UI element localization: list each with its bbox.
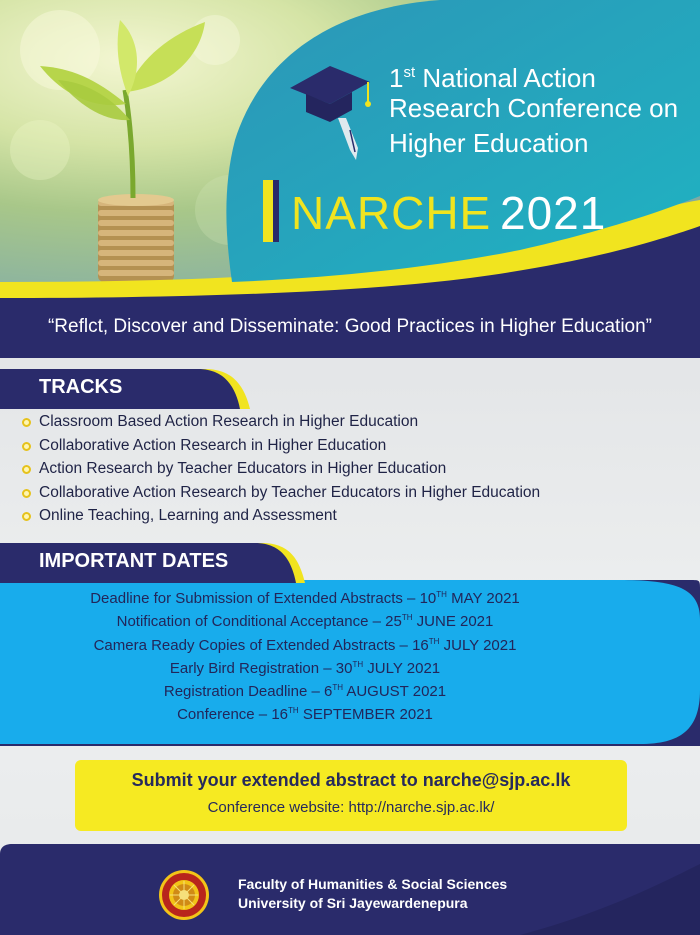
university-seal-logo bbox=[158, 869, 210, 921]
dates-heading: IMPORTANT DATES bbox=[39, 550, 229, 572]
submission-instruction: Submit your extended abstract to narche@sjp.ac.lk bbox=[131, 770, 571, 790]
tracks-list bbox=[22, 413, 540, 531]
conference-title-line1: 1st National Action bbox=[389, 63, 596, 93]
bullet-circle-icon bbox=[22, 465, 31, 474]
bullet-circle-icon bbox=[22, 442, 31, 451]
date-item: Camera Ready Copies of Extended Abstracts – 16TH JULY 2021 bbox=[93, 636, 517, 654]
university-name: University of Sri Jayewardenepura bbox=[238, 895, 468, 911]
track-item: Collaborative Action Research by Teacher Educators in Higher Education bbox=[22, 484, 540, 508]
narche-accent-bar bbox=[263, 180, 273, 242]
date-item: Deadline for Submission of Extended Abstracts – 10TH MAY 2021 bbox=[90, 590, 520, 607]
hero-title-panel bbox=[0, 0, 700, 300]
conference-title-line2: Research Conference on bbox=[389, 93, 679, 123]
tracks-heading: TRACKS bbox=[39, 376, 123, 398]
date-item: Early Bird Registration – 30TH JULY 2021 bbox=[169, 659, 441, 677]
track-item: Classroom Based Action Research in Higher Education bbox=[22, 413, 540, 437]
conference-title-line3: Higher Education bbox=[389, 128, 589, 158]
narche-wordmark: NARCHE bbox=[291, 187, 492, 239]
date-item: Registration Deadline – 6TH AUGUST 2021 bbox=[163, 683, 447, 701]
date-item: Notification of Conditional Acceptance – 25TH JUNE 2021 bbox=[116, 613, 494, 631]
track-item: Action Research by Teacher Educators in Higher Education bbox=[22, 460, 540, 484]
dates-list bbox=[0, 590, 610, 730]
bullet-circle-icon bbox=[22, 418, 31, 427]
narche-accent-bar-dark bbox=[273, 180, 279, 242]
narche-year: 2021 bbox=[500, 187, 607, 239]
bullet-circle-icon bbox=[22, 489, 31, 498]
bullet-circle-icon bbox=[22, 512, 31, 521]
faculty-name: Faculty of Humanities & Social Sciences bbox=[238, 876, 508, 892]
conference-theme: “Reflct, Discover and Disseminate: Good Practices in Higher Education” bbox=[47, 316, 653, 337]
track-item: Online Teaching, Learning and Assessment bbox=[22, 507, 540, 531]
date-item: Conference – 16TH SEPTEMBER 2021 bbox=[177, 706, 433, 724]
tracks-header-tab bbox=[0, 369, 250, 409]
track-item: Collaborative Action Research in Higher Education bbox=[22, 437, 540, 461]
conference-website: Conference website: http://narche.sjp.ac.lk/ bbox=[207, 799, 495, 816]
